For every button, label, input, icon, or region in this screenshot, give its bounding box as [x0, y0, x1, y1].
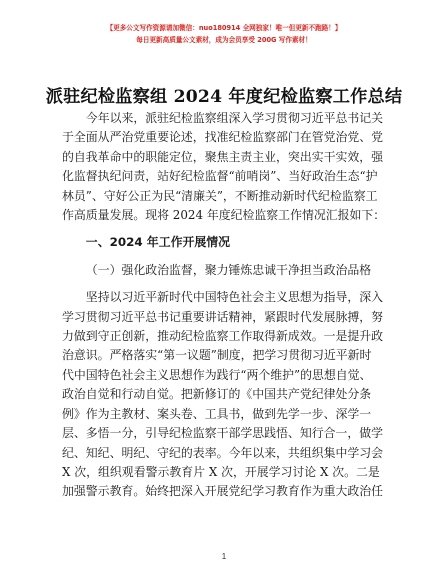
text-line: 化监督执纪问责，站好纪检监督“前哨岗”、当好政治生态“护: [62, 169, 378, 184]
intro-paragraph: [62, 109, 385, 225]
text-line: 学习贯彻习近平总书记重要讲话精神，紧跟时代发展脉搏，努: [62, 309, 384, 324]
text-line: 加强警示教育。始终把深入开展党纪学习教育作为重大政治任: [62, 484, 384, 499]
document-body: [62, 109, 385, 502]
body-paragraph: [62, 288, 385, 501]
text-line: 政治自觉和行动自觉。把新修订的《中国共产党纪律处分条: [62, 387, 372, 402]
promo-banner-line-1: 【更多公文写作资源请加微信：nuo180914 全网独家！唯一但更新不跑路！】: [106, 24, 342, 32]
text-line: X 次，组织观看警示教育片 X 次，开展学习讨论 X 次。二是: [62, 464, 380, 479]
text-line: 纪、知纪、明纪、守纪的表率。今年以来，共组织集中学习会: [62, 445, 384, 460]
text-line: 代中国特色社会主义思想作为践行“两个维护”的思想自觉、: [62, 367, 372, 382]
text-line: 今年以来，派驻纪检监察组深入学习贯彻习近平总书记关: [85, 111, 384, 125]
page-number: 1: [221, 552, 227, 561]
text-line: 力做到守正创新，推动纪检监察工作取得新成效。一是提升政: [62, 329, 384, 344]
text-line: 层、多悟一分，引导纪检监察干部学思践悟、知行合一，做学: [62, 426, 384, 441]
text-line: 于全面从严治党重要论述，找准纪检监察部门在管党治党、党: [62, 130, 384, 145]
text-line: 作高质量发展。现将 2024 年度纪检监察工作情况汇报如下：: [62, 208, 386, 223]
text-line: 的自我革命中的职能定位，聚焦主责主业，突出实干实效，强: [62, 149, 384, 164]
document-title: 派驻纪检监察组 2024 年度纪检监察工作总结: [45, 87, 403, 107]
promo-banner: [0, 22, 448, 46]
text-line: 治意识。严格落实“第一议题”制度，把学习贯彻习近平新时: [62, 348, 372, 363]
text-line: 例》作为主教材、案头卷、工具书，做到先学一步、深学一: [62, 406, 372, 421]
subsection-heading: （一）强化政治监督，聚力锤炼忠诚干净担当政治品格: [85, 262, 372, 277]
section-heading: 一、2024 年工作开展情况: [85, 235, 231, 250]
text-line: 林员”、守好公正为民“清廉关”，不断推动新时代纪检监察工: [62, 188, 378, 203]
text-line: 坚持以习近平新时代中国特色社会主义思想为指导，深入: [85, 290, 384, 305]
promo-banner-line-2: 每日更新高质量公文素材，成为会员享受 200G 写作素材！: [136, 36, 312, 44]
